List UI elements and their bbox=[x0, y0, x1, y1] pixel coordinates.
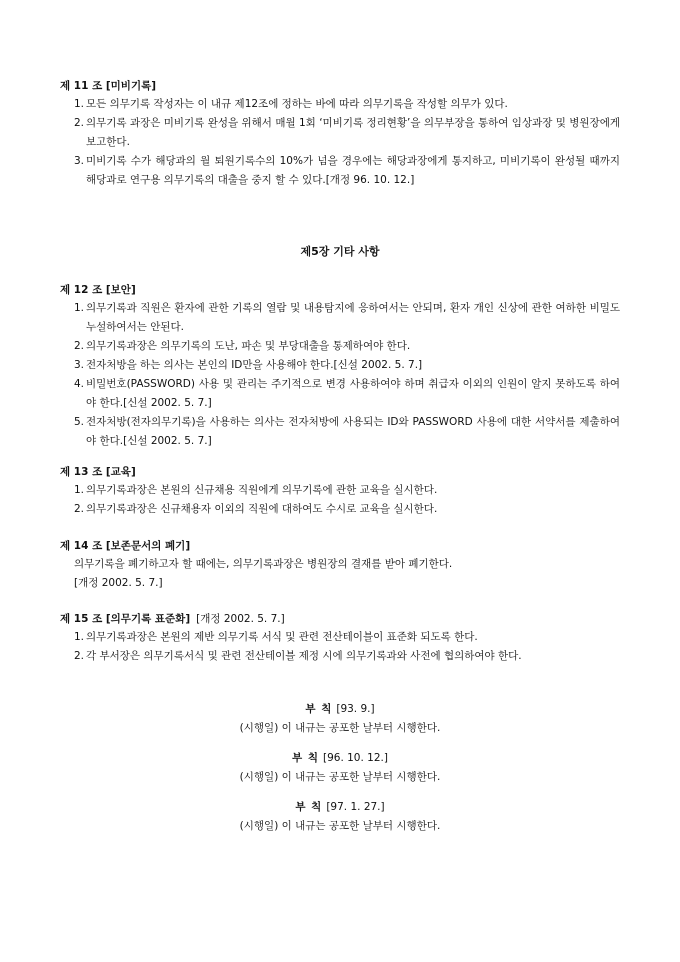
appendix-heading bbox=[0, 700, 680, 719]
item-text: 의무기록과장은 본원의 제반 의무기록 서식 및 관련 전산테이블이 표준화 되도록 한다. bbox=[86, 631, 478, 643]
list-item bbox=[60, 481, 620, 500]
appendix-date: [96. 10. 12.] bbox=[322, 752, 388, 764]
item-number: 1. bbox=[74, 98, 85, 110]
item-number: 2. bbox=[74, 117, 85, 129]
list-item bbox=[60, 299, 620, 337]
article-text: 의무기록을 폐기하고자 할 때에는, 의무기록과장은 병원장의 결재를 받아 폐기한다. bbox=[74, 558, 453, 570]
item-text: 의무기록 과장은 미비기록 완성을 위해서 매월 1회 ‘미비기록 정리현황’을 의무부장을 통하여 임상과장 및 병원장에게 보고한다. bbox=[86, 117, 620, 148]
appendix-title: 부 칙 bbox=[305, 703, 333, 715]
list-item bbox=[60, 375, 620, 413]
item-text: 전자처방을 하는 의사는 본인의 ID만을 사용해야 한다.[신설 2002. 5. 7.] bbox=[86, 359, 423, 371]
appendix-block bbox=[0, 749, 680, 787]
list-item bbox=[60, 413, 620, 451]
article-title: 제 13 조 [교육] bbox=[60, 466, 136, 478]
list-item bbox=[60, 152, 620, 190]
list-item bbox=[60, 500, 620, 519]
article-title: 제 12 조 [보안] bbox=[60, 284, 136, 296]
item-text: 의무기록과 직원은 환자에 관한 기록의 열람 및 내용탐지에 응하여서는 안되며, 환자 개인 신상에 관한 여하한 비밀도 누설하여서는 안된다. bbox=[86, 302, 620, 333]
item-number: 2. bbox=[74, 650, 85, 662]
item-text: 각 부서장은 의무기록서식 및 관련 전산테이블 제정 시에 의무기록과와 사전에 협의하여야 한다. bbox=[86, 650, 522, 662]
chapter-title: 제5장 기타 사항 bbox=[300, 245, 380, 258]
item-text: 의무기록과장은 의무기록의 도난, 파손 및 부당대출을 통제하여야 한다. bbox=[86, 340, 411, 352]
article-title: 제 14 조 [보존문서의 폐기] bbox=[60, 540, 191, 552]
article-11 bbox=[60, 77, 620, 190]
item-number: 2. bbox=[74, 340, 85, 352]
item-number: 5. bbox=[74, 416, 85, 428]
appendix-text: (시행일) 이 내규는 공포한 날부터 시행한다. bbox=[239, 771, 441, 783]
article-items bbox=[60, 628, 620, 666]
item-number: 2. bbox=[74, 503, 85, 515]
item-number: 3. bbox=[74, 359, 85, 371]
appendix-heading bbox=[0, 749, 680, 768]
item-number: 4. bbox=[74, 378, 85, 390]
article-14 bbox=[60, 537, 620, 593]
list-item bbox=[60, 114, 620, 152]
list-item bbox=[60, 647, 620, 666]
article-title: 제 11 조 [미비기록] bbox=[60, 80, 157, 92]
article-15 bbox=[60, 610, 620, 666]
appendix-text: (시행일) 이 내규는 공포한 날부터 시행한다. bbox=[239, 722, 441, 734]
appendix-heading bbox=[0, 798, 680, 817]
item-number: 3. bbox=[74, 155, 85, 167]
item-number: 1. bbox=[74, 484, 85, 496]
revision-note: [개정 2002. 5. 7.] bbox=[74, 577, 163, 589]
item-text: 의무기록과장은 신규채용자 이외의 직원에 대하여도 수시로 교육을 실시한다. bbox=[86, 503, 438, 515]
appendix-title: 부 칙 bbox=[295, 801, 323, 813]
revision-note: [개정 2002. 5. 7.] bbox=[196, 613, 285, 625]
item-text: 모든 의무기록 작성자는 이 내규 제12조에 정하는 바에 따라 의무기록을 작성할 의무가 있다. bbox=[86, 98, 508, 110]
item-text: 의무기록과장은 본원의 신규채용 직원에게 의무기록에 관한 교육을 실시한다. bbox=[86, 484, 438, 496]
article-13 bbox=[60, 463, 620, 519]
item-number: 1. bbox=[74, 631, 85, 643]
item-text: 전자처방(전자의무기록)을 사용하는 의사는 전자처방에 사용되는 ID와 PASSWORD 사용에 대한 서약서를 제출하여야 한다.[신설 2002. 5. 7.] bbox=[86, 416, 620, 447]
list-item bbox=[60, 95, 620, 114]
appendix-title: 부 칙 bbox=[292, 752, 319, 764]
article-items bbox=[60, 481, 620, 519]
appendix-date: [97. 1. 27.] bbox=[326, 801, 385, 813]
appendix-text: (시행일) 이 내규는 공포한 날부터 시행한다. bbox=[239, 820, 441, 832]
appendix-block bbox=[0, 798, 680, 836]
article-title: 제 15 조 [의무기록 표준화] bbox=[60, 613, 191, 625]
article-12 bbox=[60, 281, 620, 451]
list-item bbox=[60, 628, 620, 647]
appendix-date: [93. 9.] bbox=[336, 703, 375, 715]
list-item bbox=[60, 356, 620, 375]
appendix-block bbox=[0, 700, 680, 738]
article-title-line bbox=[60, 610, 620, 628]
item-text: 미비기록 수가 해당과의 월 퇴원기록수의 10%가 넘을 경우에는 해당과장에게 통지하고, 미비기록이 완성될 때까지 해당과로 연구용 의무기록의 대출을 중지 할 수 있다.[개정 96. 10. 12.] bbox=[86, 155, 620, 186]
article-items bbox=[60, 95, 620, 190]
item-number: 1. bbox=[74, 302, 85, 314]
list-item bbox=[60, 337, 620, 356]
item-text: 비밀번호(PASSWORD) 사용 및 관리는 주기적으로 변경 사용하여야 하며 취급자 이외의 인원이 알지 못하도록 하여야 한다.[신설 2002. 5. 7.] bbox=[86, 378, 620, 409]
article-items bbox=[60, 299, 620, 451]
